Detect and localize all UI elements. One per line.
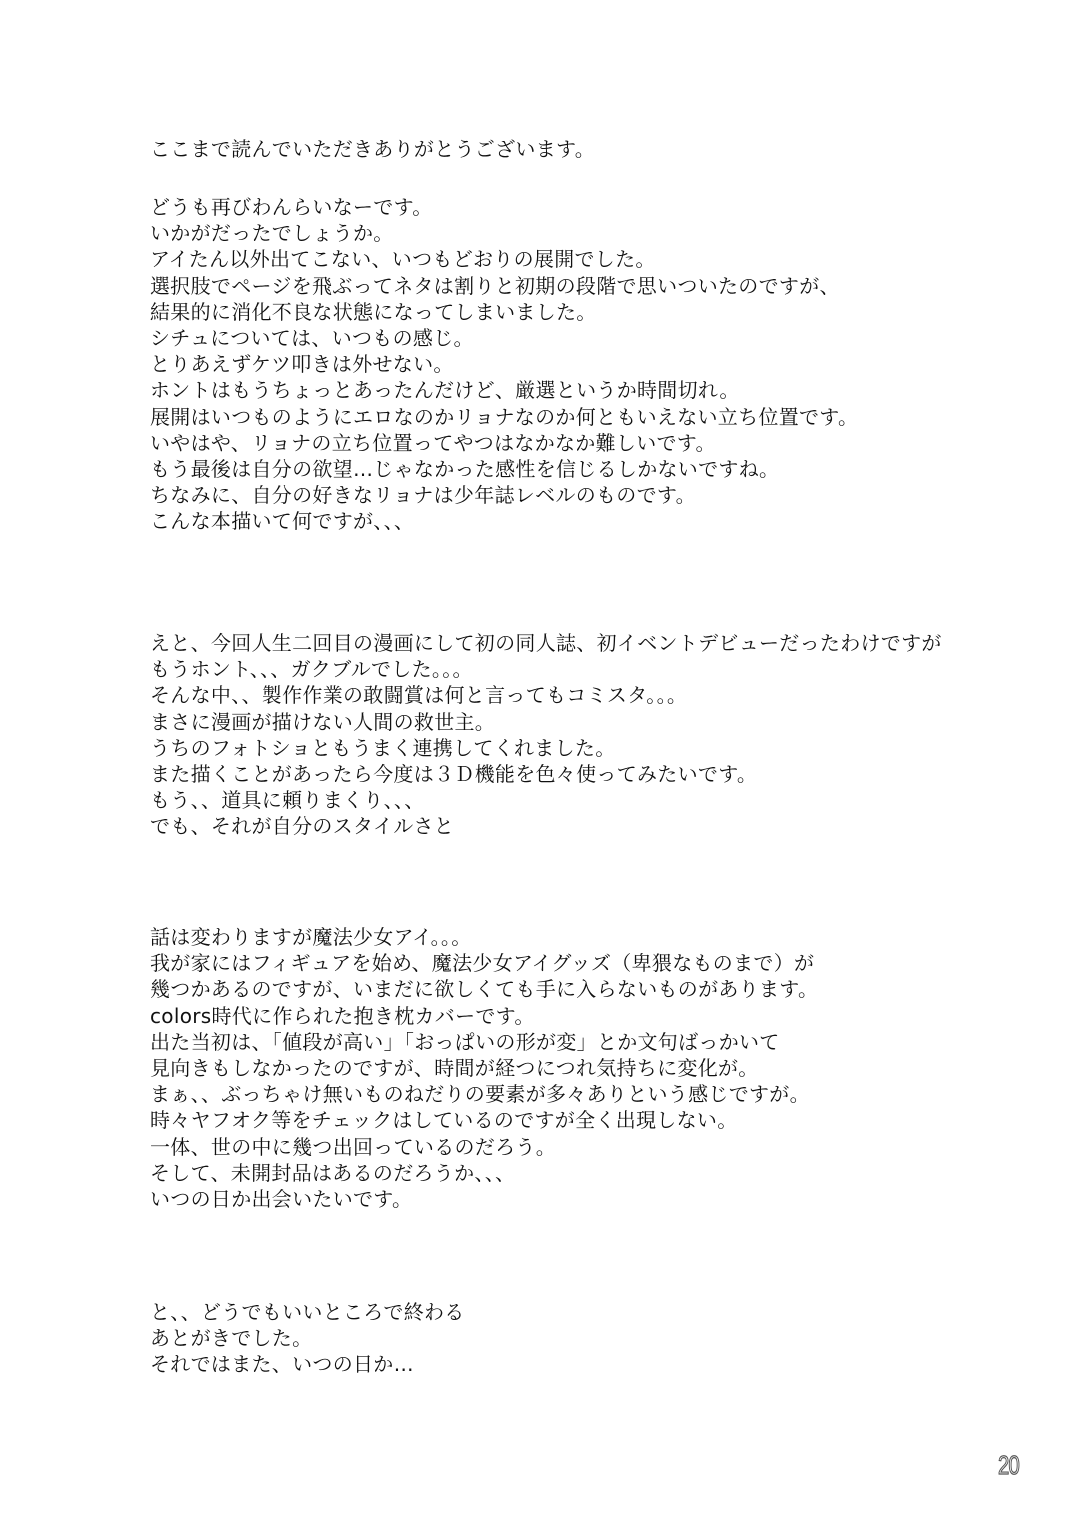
text-line: とりあえずケツ叩きは外せない。 bbox=[150, 352, 454, 377]
text-line: また描くことがあったら今度は３Ｄ機能を色々使ってみたいです。 bbox=[150, 761, 758, 786]
text-line: あとがきでした。 bbox=[150, 1326, 313, 1351]
paragraph-production-notes bbox=[150, 630, 1030, 840]
text-line: ここまで読んでいただきありがとうございます。 bbox=[150, 137, 595, 161]
paragraph-greeting bbox=[150, 136, 1030, 162]
text-line: アイたん以外出てこない、いつもどおりの展開でした。 bbox=[150, 247, 656, 272]
text-line: そして、未開封品はあるのだろうか、、、 bbox=[150, 1160, 516, 1185]
text-line: 結果的に消化不良な状態になってしまいました。 bbox=[150, 299, 597, 324]
text-line: まさに漫画が描けない人間の救世主。 bbox=[150, 709, 496, 734]
text-line: うちのフォトショともうまく連携してくれました。 bbox=[150, 735, 616, 760]
text-line: それではまた、いつの日か… bbox=[150, 1352, 414, 1377]
text-line: 話は変わりますが魔法少女アイ。。。 bbox=[150, 925, 472, 949]
text-line: 見向きもしなかったのですが、時間が経つにつれ気持ちに変化が。 bbox=[150, 1055, 759, 1080]
text-line: 時々ヤフオク等をチェックはしているのですが全く出現しない。 bbox=[150, 1108, 738, 1133]
text-line: シチュについては、いつもの感じ。 bbox=[150, 325, 474, 350]
paragraph-story-reflection bbox=[150, 194, 1030, 534]
text-line: もう最後は自分の欲望…じゃなかった感性を信じるしかないですね。 bbox=[150, 456, 780, 481]
text-line: 一体、世の中に幾つ出回っているのだろう。 bbox=[150, 1134, 556, 1159]
text-line: いつの日か出会いたいです。 bbox=[150, 1186, 413, 1211]
text-line: と、、どうでもいいところで終わる bbox=[150, 1300, 465, 1324]
text-line: えと、今回人生二回目の漫画にして初の同人誌、初イベントデビューだったわけですが bbox=[150, 631, 942, 655]
text-line: どうも再びわんらいなーです。 bbox=[150, 195, 433, 219]
page-number: 20 bbox=[998, 1450, 1019, 1480]
paragraph-merchandise bbox=[150, 924, 1030, 1212]
text-line: colors時代に作られた抱き枕カバーです。 bbox=[150, 1003, 535, 1028]
text-line: 選択肢でページを飛ぶってネタは割りと初期の段階で思いついたのですが、 bbox=[150, 273, 840, 298]
text-line: 我が家にはフィギュアを始め、魔法少女アイグッズ（卑猥なものまで）が bbox=[150, 951, 815, 976]
text-line: こんな本描いて何ですが、、、 bbox=[150, 509, 415, 534]
paragraph-closing bbox=[150, 1299, 1030, 1378]
text-line: 幾つかあるのですが、いまだに欲しくても手に入らないものがあります。 bbox=[150, 977, 819, 1002]
text-line: ちなみに、自分の好きなリョナは少年誌レベルのものです。 bbox=[150, 483, 696, 508]
text-line: 展開はいつものようにエロなのかリョナなのか何ともいえない立ち位置です。 bbox=[150, 404, 859, 429]
text-line: もう、、道具に頼りまくり、、、 bbox=[150, 788, 425, 813]
text-line: もうホント、、、ガクブルでした。。。 bbox=[150, 657, 473, 682]
text-line: でも、それが自分のスタイルさと bbox=[150, 814, 455, 839]
text-line: いやはや、リョナの立ち位置ってやつはなかなか難しいです。 bbox=[150, 430, 716, 455]
text-line: いかがだったでしょうか。 bbox=[150, 221, 394, 246]
text-line: そんな中、、製作作業の敢闘賞は何と言ってもコミスタ。。。 bbox=[150, 683, 688, 708]
text-line: ホントはもうちょっとあったんだけど、厳選というか時間切れ。 bbox=[150, 378, 740, 403]
text-line: まぁ、、ぶっちゃけ無いものねだりの要素が多々ありという感じですが。 bbox=[150, 1082, 810, 1107]
text-line: 出た当初は、「値段が高い」「おっぱいの形が変」とか文句ばっかいて bbox=[150, 1029, 780, 1054]
